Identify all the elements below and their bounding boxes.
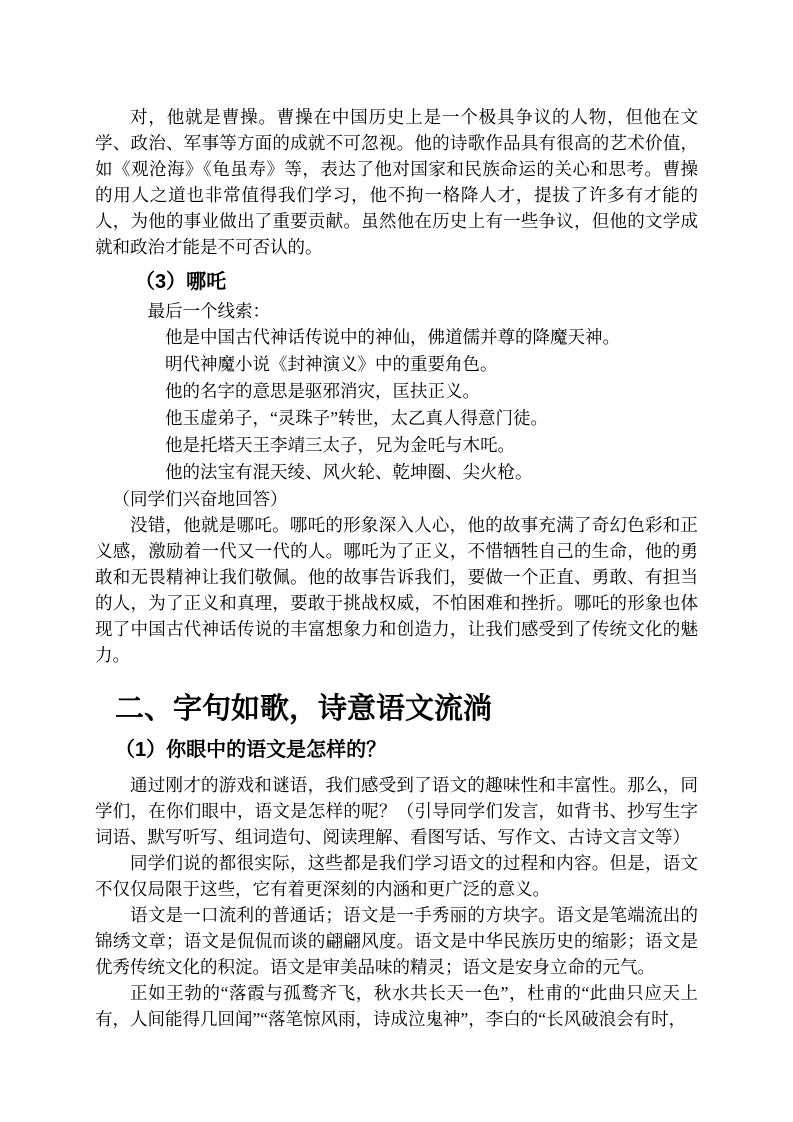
- students-answer-aside: （同学们兴奋地回答）: [112, 489, 288, 509]
- paragraph-poetry-quotes: 正如王勃的“落霞与孤鹜齐飞，秋水共长天一色”，杜甫的“此曲只应天上有，人间能得几回闻”“落笔惊风雨，诗成泣鬼神”，李白的“长风破浪会有时，: [95, 983, 698, 1029]
- heading-nezha: （3）哪吒: [135, 271, 227, 293]
- sub-heading-yuwen-question: （1）你眼中的语文是怎样的？: [115, 739, 387, 761]
- paragraph-yuwen-is: 语文是一口流利的普通话；语文是一手秀丽的方块字。语文是笔端流出的锦绣文章；语文是侃侃而谈的翩翩风度。语文是中华民族历史的缩影；语文是优秀传统文化的积淀。语文是审美品味的精灵；语文是安身立命的元气。: [95, 905, 698, 977]
- paragraph-practical: 同学们说的都很实际，这些都是我们学习语文的过程和内容。但是，语文不仅仅局限于这些，它有着更深刻的内涵和更广泛的意义。: [95, 853, 698, 899]
- clue-intro-line: 最后一个线索：: [147, 301, 270, 321]
- clue-list: [95, 324, 698, 486]
- clue-line: 他是托塔天王李靖三太子，兄为金吒与木吒。: [165, 435, 515, 455]
- clue-line: 他玉虚弟子，“灵珠子”转世，太乙真人得意门徒。: [165, 408, 549, 428]
- clue-line: 他的法宝有混天绫、风火轮、乾坤圈、尖火枪。: [165, 462, 533, 482]
- clue-line: 他的名字的意思是驱邪消灾，匡扶正义。: [165, 381, 480, 401]
- section-heading: 二、字句如歌，诗意语文流淌: [115, 693, 493, 725]
- clue-line: 明代神魔小说《封神演义》中的重要角色。: [165, 354, 498, 374]
- clue-line: 他是中国古代神话传说中的神仙，佛道儒并尊的降魔天神。: [165, 327, 620, 347]
- paragraph-nezha-summary: 没错，他就是哪吒。哪吒的形象深入人心，他的故事充满了奇幻色彩和正义感，激励着一代又一代的人。哪吒为了正义，不惜牺牲自己的生命，他的勇敢和无畏精神让我们敬佩。他的故事告诉我们，要做一个正直、勇敢、有担当的人，为了正义和真理，要敢于挑战权威，不怕困难和挫折。哪吒的形象也体现了中国古代神话传说的丰富想象力和创造力，让我们感受到了传统文化的魅力。: [95, 515, 698, 665]
- paragraph-intro-game: 通过刚才的游戏和谜语，我们感受到了语文的趣味性和丰富性。那么，同学们，在你们眼中，语文是怎样的呢？（引导同学们发言，如背书、抄写生字词语、默写听写、组词造句、阅读理解、看图写话、写作文、古诗文言文等）: [95, 775, 698, 847]
- paragraph-caocao: 对，他就是曹操。曹操在中国历史上是一个极具争议的人物，但他在文学、政治、军事等方面的成就不可忽视。他的诗歌作品具有很高的艺术价值，如《观沧海》《龟虽寿》等，表达了他对国家和民族命运的关心和思考。曹操的用人之道也非常值得我们学习，他不拘一格降人才，提拔了许多有才能的人，为他的事业做出了重要贡献。虽然他在历史上有一些争议，但他的文学成就和政治才能是不可否认的。: [95, 107, 698, 257]
- document-content: [95, 104, 698, 1032]
